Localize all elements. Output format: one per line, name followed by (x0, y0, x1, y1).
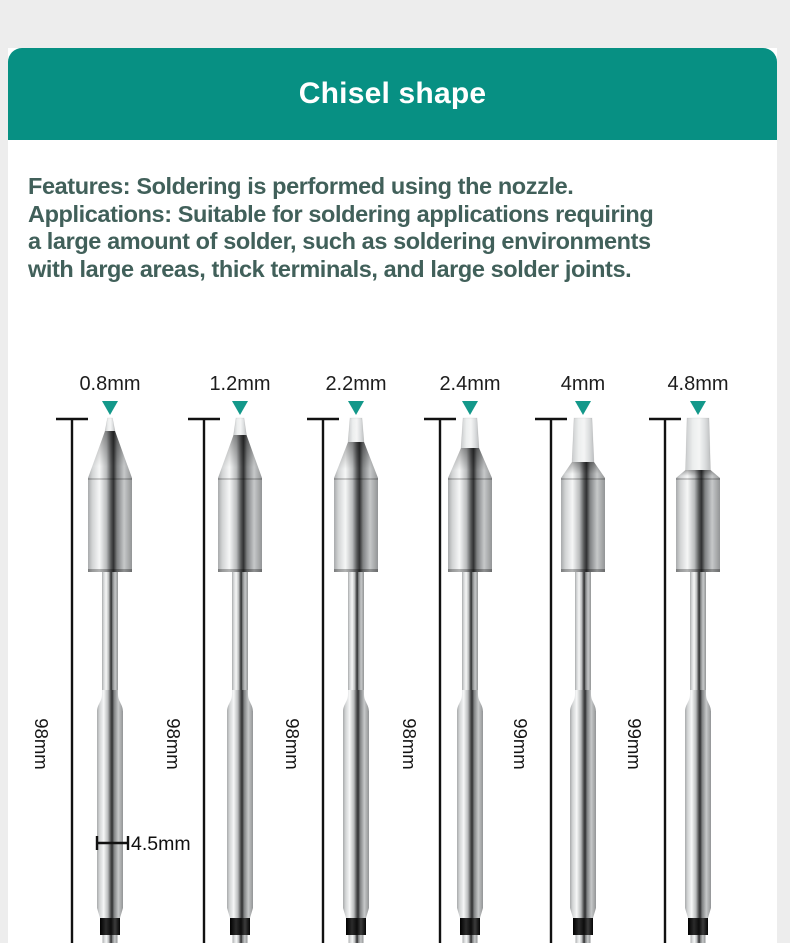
shaft-transition (457, 690, 483, 712)
shaft-transition (97, 690, 123, 712)
sleeve-bottom-shadow (561, 569, 605, 572)
sleeve-cap-line (676, 478, 720, 480)
pointer-triangle-icon (102, 401, 118, 415)
sleeve-cap-line (218, 478, 262, 480)
pointer-triangle-icon (690, 401, 706, 415)
tip-sleeve (334, 478, 378, 572)
pointer-triangle-icon (462, 401, 478, 415)
section-header (8, 48, 777, 140)
tip-size-label: 4mm (560, 373, 606, 395)
soldering-tip-column (31, 373, 140, 943)
connector-stub (349, 935, 364, 943)
connector-stub (576, 935, 591, 943)
connector-band (460, 918, 480, 935)
tip-cone-shade (88, 431, 132, 478)
connector-band (688, 918, 708, 935)
shaft-transition (685, 690, 711, 712)
tip-length-label: 98mm (163, 718, 185, 770)
sleeve-cap-line (88, 478, 132, 480)
shaft-width-label: 4.5mm (131, 833, 191, 855)
tip-sleeve (561, 478, 605, 572)
shaft-transition (570, 690, 596, 712)
upper-shaft (462, 572, 478, 692)
upper-shaft (575, 572, 591, 692)
sleeve-cap-line (334, 478, 378, 480)
description-line: with large areas, thick terminals, and large solder joints. (28, 255, 632, 282)
connector-stub (463, 935, 478, 943)
description-line: Applications: Suitable for soldering applications requiring (28, 200, 654, 227)
upper-shaft (348, 572, 364, 692)
pointer-triangle-icon (232, 401, 248, 415)
connector-band (573, 918, 593, 935)
tip-cone-shade (676, 470, 720, 478)
tip-length-label: 99mm (510, 718, 532, 770)
connector-band (100, 918, 120, 935)
tip-sleeve (448, 478, 492, 572)
sleeve-bottom-shadow (448, 569, 492, 572)
sleeve-cap-line (448, 478, 492, 480)
upper-shaft (232, 572, 248, 692)
tip-cone-shade (334, 442, 378, 478)
lower-shaft (97, 711, 123, 908)
soldering-tip-column (399, 373, 500, 943)
shaft-transition (227, 690, 253, 712)
description-text (28, 173, 768, 283)
tip-sleeve (88, 478, 132, 572)
connector-stub (233, 935, 248, 943)
upper-shaft (690, 572, 706, 692)
connector-taper (97, 908, 123, 918)
connector-taper (343, 908, 369, 918)
connector-stub (691, 935, 706, 943)
tip-cone-shade (218, 435, 262, 478)
section-title: Chisel shape (298, 77, 487, 110)
tip-size-label: 4.8mm (667, 373, 729, 395)
connector-band (230, 918, 250, 935)
upper-shaft (102, 572, 118, 692)
tip-diagram (0, 360, 790, 943)
tip-sleeve (676, 478, 720, 572)
sleeve-bottom-shadow (676, 569, 720, 572)
tip-size-label: 2.4mm (439, 373, 501, 395)
tip-cone-shade (448, 448, 492, 478)
lower-shaft (685, 711, 711, 908)
pointer-triangle-icon (348, 401, 364, 415)
description-line: Features: Soldering is performed using the nozzle. (28, 173, 574, 199)
lower-shaft (343, 711, 369, 908)
tip-cone-shade (561, 462, 605, 478)
sleeve-bottom-shadow (334, 569, 378, 572)
chisel-blade (572, 418, 594, 469)
connector-taper (457, 908, 483, 918)
tip-length-label: 98mm (282, 718, 304, 770)
soldering-tip-column (624, 373, 728, 943)
tip-size-label: 0.8mm (79, 373, 141, 395)
shaft-transition (343, 690, 369, 712)
chisel-blade (686, 418, 711, 477)
lower-shaft (457, 711, 483, 908)
soldering-tip-column (510, 373, 605, 943)
lower-shaft (227, 711, 253, 908)
sleeve-cap-line (561, 478, 605, 480)
connector-taper (227, 908, 253, 918)
soldering-tip-column (282, 373, 386, 943)
tip-size-label: 2.2mm (325, 373, 387, 395)
lower-shaft (570, 711, 596, 908)
tip-length-label: 98mm (399, 718, 421, 770)
tip-length-label: 98mm (31, 718, 53, 770)
connector-stub (103, 935, 118, 943)
connector-taper (685, 908, 711, 918)
tip-sleeve (218, 478, 262, 572)
description-line: a large amount of solder, such as soldering environments (28, 228, 651, 254)
tip-size-label: 1.2mm (209, 373, 271, 395)
sleeve-bottom-shadow (218, 569, 262, 572)
connector-band (346, 918, 366, 935)
tip-length-label: 99mm (624, 718, 646, 770)
sleeve-bottom-shadow (88, 569, 132, 572)
connector-taper (570, 908, 596, 918)
soldering-tip-column (163, 373, 270, 943)
pointer-triangle-icon (575, 401, 591, 415)
